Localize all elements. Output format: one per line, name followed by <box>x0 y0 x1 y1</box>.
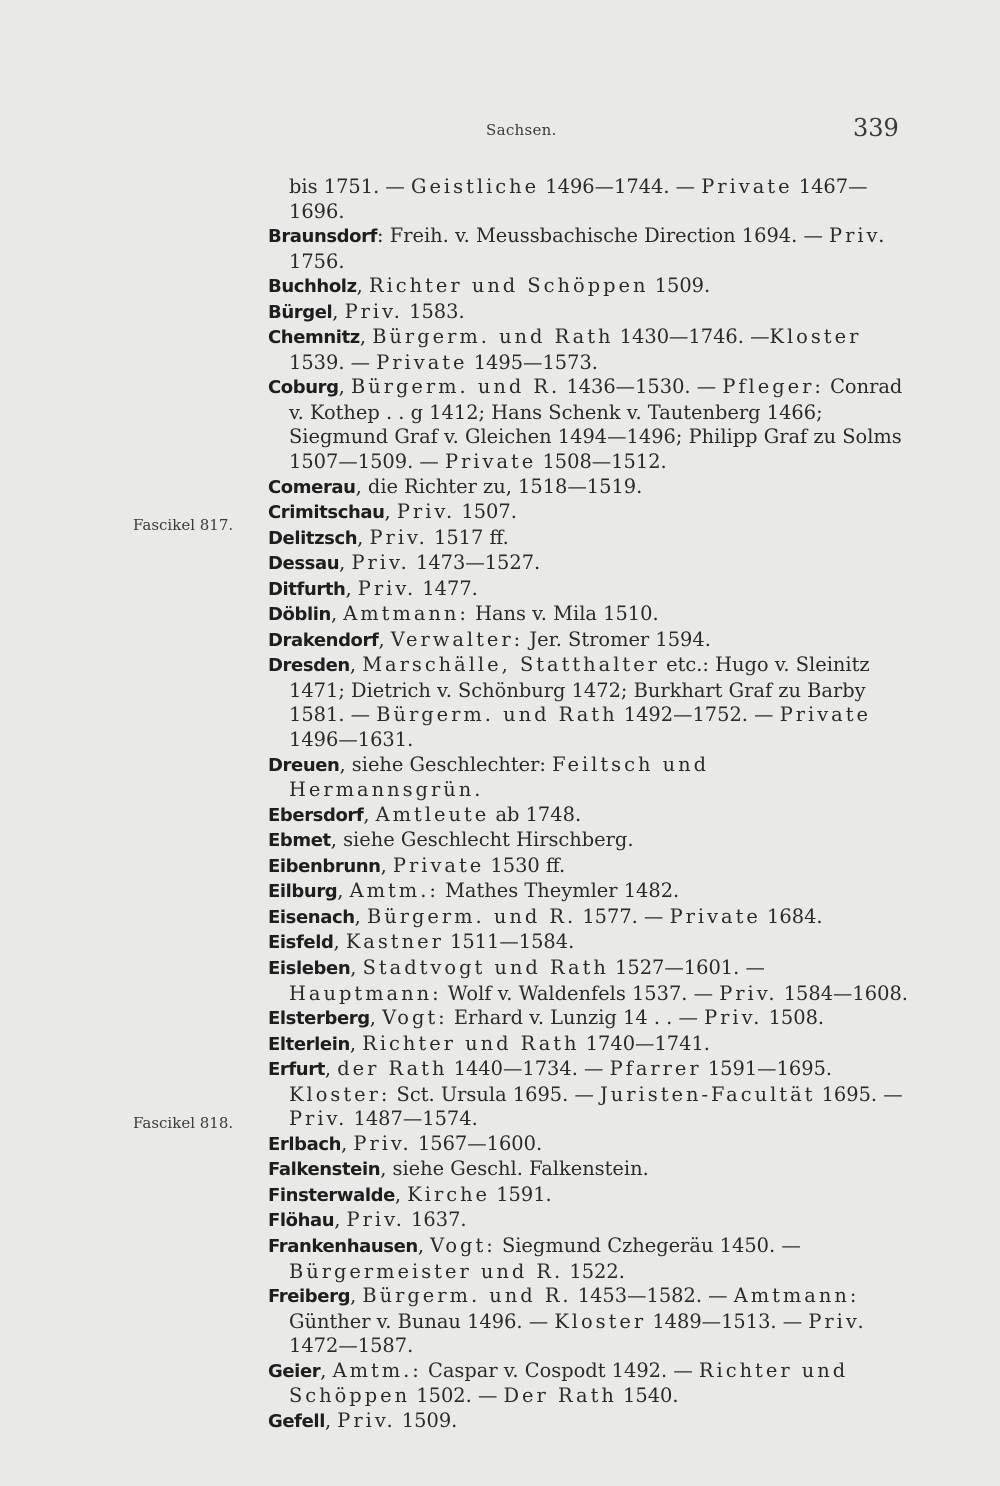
place-name: Eisfeld <box>268 932 334 954</box>
spaced-term: Priv. <box>337 1408 396 1432</box>
entry-text: 1517 ff. <box>427 525 509 549</box>
index-entry <box>268 828 908 854</box>
place-name: Erlbach <box>268 1133 342 1155</box>
spaced-term: Priv. <box>369 525 428 549</box>
entry-text: ab 1748. <box>489 802 582 826</box>
spaced-term: Richter und Schöppen <box>289 1358 849 1408</box>
entry-text: 1539. — <box>289 350 377 374</box>
place-name: Crimitschau <box>268 502 385 524</box>
spaced-term: Amtleute <box>375 802 490 826</box>
index-entry <box>268 175 908 224</box>
spaced-term: Stadtvogt und Rath <box>362 955 609 979</box>
index-entry <box>268 1284 908 1359</box>
place-name: Comerau <box>268 476 356 498</box>
index-entry <box>268 325 908 375</box>
spaced-term: Priv. <box>704 1006 763 1030</box>
spaced-term: Priv. <box>346 1208 405 1232</box>
index-entry <box>268 300 908 326</box>
place-name: Erfurt <box>268 1059 325 1081</box>
spaced-term: Juristen-Facultät <box>600 1082 816 1106</box>
place-name: Finsterwalde <box>268 1184 395 1206</box>
spaced-term: Priv. <box>357 576 417 600</box>
spaced-term: Amtm.: <box>349 879 439 903</box>
index-entry <box>268 905 908 931</box>
entry-text: bis 1751. — <box>289 175 411 198</box>
entry-text: Jer. Stromer 1594. <box>523 627 711 651</box>
entry-text: , <box>384 500 397 524</box>
index-entry <box>268 956 908 1006</box>
place-name: Gefell <box>268 1410 325 1432</box>
index-entry <box>268 577 908 603</box>
entry-text: 1467—1696. <box>289 175 868 223</box>
entry-text: 1530 ff. <box>484 853 566 877</box>
entry-text: , <box>349 1031 363 1055</box>
entry-text: 1496—1744. — <box>539 175 702 198</box>
entry-text: , <box>337 879 350 903</box>
spaced-term: Amtm.: <box>332 1358 422 1382</box>
entry-text: 1509. <box>395 1408 458 1432</box>
spaced-term: Bürgerm. und R. <box>366 904 577 928</box>
entry-text: , <box>332 299 345 323</box>
entry-text: , <box>345 576 358 600</box>
spaced-term: Priv. <box>808 1309 867 1333</box>
index-entry <box>268 1057 908 1132</box>
entry-text: 1591. <box>490 1182 552 1206</box>
spaced-term: Vogt: <box>382 1006 448 1030</box>
entry-text: 1577. — <box>576 904 670 928</box>
spaced-term: Bürgermeister und R. <box>289 1259 564 1283</box>
spaced-term: Hauptmann: <box>289 981 442 1005</box>
entry-text: 1540. <box>616 1384 679 1408</box>
index-entry <box>268 602 908 628</box>
index-entry <box>268 1006 908 1032</box>
spaced-term: Private <box>669 904 761 928</box>
spaced-term: Priv. <box>289 1107 348 1131</box>
entry-text: Siegmund Czhegeräu 1450. — <box>495 1233 801 1257</box>
index-entry <box>268 551 908 577</box>
place-name: Frankenhausen <box>268 1235 418 1257</box>
entry-text: 1522. <box>563 1259 625 1283</box>
place-name: Elsterberg <box>268 1008 370 1030</box>
spaced-term: Private <box>392 853 485 877</box>
place-name: Bürgel <box>268 301 333 323</box>
entry-text: , <box>394 1182 408 1206</box>
entry-text: , <box>417 1233 431 1257</box>
place-name: Drakendorf <box>268 629 379 651</box>
entry-text: , <box>324 1408 338 1432</box>
entry-text: , siehe Geschl. Falkenstein. <box>380 1157 649 1181</box>
spaced-term: Private <box>701 175 793 198</box>
entry-text: , die Richter zu, 1518—1519. <box>355 474 643 498</box>
spaced-term: Bürgerm. und R. <box>350 375 561 399</box>
spaced-term: Bürgerm. und R. <box>362 1284 572 1308</box>
spaced-term: Richter und Schöppen <box>368 274 649 298</box>
index-entry <box>268 500 908 526</box>
entry-text: , <box>339 551 352 575</box>
index-entry <box>268 1183 908 1209</box>
index-entry <box>268 854 908 880</box>
place-name: Dreuen <box>268 754 340 776</box>
entry-text: 1684. <box>760 904 823 928</box>
entry-text: 1756. <box>289 249 345 273</box>
spaced-term: Priv. <box>396 500 456 524</box>
entry-text: Günther v. Bunau 1496. — <box>289 1309 555 1333</box>
spaced-term: Marschälle, Statthalter <box>362 653 660 677</box>
entry-text: , <box>354 904 367 928</box>
place-name: Flöhau <box>268 1210 335 1232</box>
entry-text: , <box>333 930 346 954</box>
place-name: Döblin <box>268 604 331 626</box>
spaced-term: Pfleger: <box>722 375 824 399</box>
index-entry <box>268 224 908 274</box>
spaced-term: Pfarrer <box>609 1057 702 1081</box>
spaced-term: Priv. <box>351 551 410 575</box>
index-entries <box>268 175 908 1434</box>
spaced-term: Priv. <box>353 1131 412 1155</box>
entry-text: 1453—1582. — <box>571 1284 734 1308</box>
entry-text: . <box>474 778 481 802</box>
entry-text: 1508—1512. <box>536 450 667 474</box>
place-name: Chemnitz <box>268 327 360 349</box>
spaced-term: Geistliche <box>410 175 540 198</box>
place-name: Dessau <box>268 553 340 575</box>
index-entry <box>268 1234 908 1284</box>
entry-text: 1584—1608. <box>777 981 908 1005</box>
index-entry <box>268 753 908 803</box>
spaced-term: Kloster <box>769 325 862 349</box>
entry-text: , <box>341 1131 354 1155</box>
entry-text: 1473—1527. <box>409 551 541 575</box>
spaced-term: Kloster <box>554 1309 647 1333</box>
spaced-term: Amtmann: <box>733 1284 860 1308</box>
index-entry <box>268 475 908 501</box>
entry-text: , <box>380 853 393 877</box>
entry-text: Erhard v. Lunzig 14 . . — <box>447 1006 705 1030</box>
entry-text: 1637. <box>404 1208 467 1232</box>
index-entry <box>268 375 908 474</box>
place-name: Eibenbrunn <box>268 855 381 877</box>
entry-text: Mathes Theymler 1482. <box>438 879 680 903</box>
entry-text: etc.: Hugo v. Sleinitz 1471; Dietrich v. Schönburg 1472; Burkhart Graf zu Barby 1581. — <box>289 653 870 727</box>
index-entry <box>268 653 908 752</box>
entry-text: 1695. — <box>815 1082 903 1106</box>
entry-text: 1511—1584. <box>443 930 575 954</box>
entry-text: , siehe Geschlechter: <box>339 752 553 776</box>
margin-note-fascikel-817: Fascikel 817. <box>133 516 234 534</box>
spaced-term: Amtmann: <box>343 602 469 626</box>
entry-text: , <box>324 1057 338 1081</box>
entry-text: , siehe Geschlecht Hirschberg. <box>330 828 634 852</box>
index-entry <box>268 879 908 905</box>
entry-text: 1496—1631. <box>289 728 414 752</box>
entry-text: , <box>369 1006 383 1030</box>
entry-text: , <box>356 274 369 298</box>
running-head: Sachsen. <box>486 121 557 139</box>
entry-text: 1509. <box>648 274 711 298</box>
spaced-term: Bürgerm. und Rath <box>372 325 614 349</box>
place-name: Eisleben <box>268 957 351 979</box>
entry-text: , <box>320 1358 333 1382</box>
spaced-term: Bürgerm. und Rath <box>376 703 618 727</box>
place-name: Elterlein <box>268 1033 350 1055</box>
entry-text: , <box>330 602 344 626</box>
entry-text: 1487—1574. <box>347 1107 478 1131</box>
place-name: Falkenstein <box>268 1159 381 1181</box>
spaced-term: Priv. <box>344 299 403 323</box>
spaced-term: Kastner <box>345 930 444 954</box>
spaced-term: Vogt: <box>430 1233 496 1257</box>
entry-text: 1740—1741. <box>579 1031 710 1055</box>
place-name: Delitzsch <box>268 527 358 549</box>
place-name: Geier <box>268 1360 321 1382</box>
place-name: Freiberg <box>268 1286 351 1308</box>
index-entry <box>268 1359 908 1409</box>
spaced-term: Private <box>376 350 468 374</box>
entry-text: , <box>349 653 363 677</box>
index-entry <box>268 1132 908 1158</box>
place-name: Eilburg <box>268 881 338 903</box>
entry-text: , <box>334 1208 347 1232</box>
index-entry <box>268 274 908 300</box>
entry-text: , <box>350 955 363 979</box>
index-entry <box>268 1409 908 1435</box>
entry-text: Wolf v. Waldenfels 1537. — <box>441 981 720 1005</box>
entry-text: , <box>378 627 391 651</box>
spaced-term: Der Rath <box>503 1384 617 1408</box>
spaced-term: Private <box>444 450 537 474</box>
index-entry <box>268 1208 908 1234</box>
entry-text: Sct. Ursula 1695. — <box>390 1082 601 1106</box>
entry-text: 1495—1573. <box>467 350 598 374</box>
page-number: 339 <box>853 114 899 142</box>
spaced-term: Kirche <box>407 1182 491 1206</box>
place-name: Dresden <box>268 655 350 677</box>
entry-text: Hans v. Mila 1510. <box>468 602 659 626</box>
entry-text: 1502. — <box>410 1384 504 1408</box>
entry-text: 1489—1513. — <box>646 1309 809 1333</box>
entry-text: 1508. <box>762 1006 825 1030</box>
spaced-term: der Rath <box>337 1057 448 1081</box>
index-entry <box>268 1157 908 1183</box>
entry-text: , <box>338 375 351 399</box>
spaced-term: Feiltsch und Hermannsgrün <box>289 752 709 802</box>
spaced-term: Priv. <box>829 224 888 248</box>
spaced-term: Kloster: <box>289 1082 391 1106</box>
entry-text: Conrad v. Kothep . . g 1412; Hans Schenk v. Tautenberg 1466; Siegmund Graf v. Gleichen 1494—1496; Philipp Graf zu Solms 1507—1509. — <box>289 375 903 474</box>
place-name: Ebmet <box>268 830 331 852</box>
entry-text: , <box>350 1284 363 1308</box>
spaced-term: Richter und Rath <box>362 1031 580 1055</box>
place-name: Ebersdorf <box>268 804 364 826</box>
index-entry <box>268 526 908 552</box>
place-name: Eisenach <box>268 906 355 928</box>
entry-text: 1567—1600. <box>411 1131 543 1155</box>
spaced-term: Priv. <box>719 981 778 1005</box>
index-entry <box>268 930 908 956</box>
place-name: Braunsdorf <box>268 226 378 248</box>
entry-text: , <box>359 325 373 349</box>
spaced-term: Private <box>779 703 872 727</box>
entry-text: 1436—1530. — <box>560 375 723 399</box>
index-entry <box>268 1032 908 1058</box>
index-entry <box>268 803 908 829</box>
entry-text: : Freih. v. Meussbachische Direction 1694. — <box>377 224 830 248</box>
entry-text: 1430—1746. — <box>613 325 770 349</box>
entry-text: 1472—1587. <box>289 1334 414 1358</box>
entry-text: Caspar v. Cospodt 1492. — <box>421 1358 699 1382</box>
entry-text: 1527—1601. — <box>608 955 765 979</box>
entry-text: 1507. <box>455 500 517 524</box>
spaced-term: Verwalter: <box>390 627 524 651</box>
entry-text: 1583. <box>402 299 465 323</box>
margin-note-fascikel-818: Fascikel 818. <box>133 1114 234 1132</box>
place-name: Ditfurth <box>268 578 346 600</box>
entry-text: 1492—1752. — <box>617 703 780 727</box>
place-name: Buchholz <box>268 276 357 298</box>
entry-text: 1440—1734. — <box>447 1057 610 1081</box>
entry-text: , <box>363 802 376 826</box>
place-name: Coburg <box>268 377 339 399</box>
entry-text: 1591—1695. <box>701 1057 833 1081</box>
entry-text: 1477. <box>416 576 478 600</box>
entry-text: , <box>357 525 370 549</box>
index-entry <box>268 628 908 654</box>
